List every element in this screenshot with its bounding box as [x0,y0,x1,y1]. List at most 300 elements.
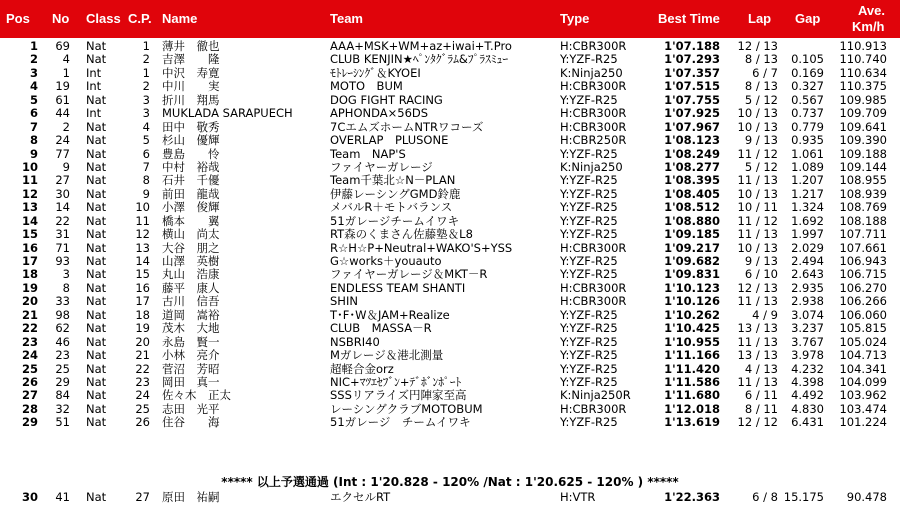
cell-lap: 11 / 13 [737,374,778,389]
cell-type: Y:YZF-R25 [560,227,618,242]
cell-type: Y:YZF-R25 [560,146,618,161]
cell-lap: 6 / 7 [752,65,778,80]
cell-name: 永島 賢一 [162,334,220,349]
cell-type: H:CBR300R [560,39,627,53]
cell-gap: 3.074 [791,307,824,322]
cell-gap: 1.324 [791,200,824,215]
cell-cp: 19 [135,321,150,336]
cell-lap: 9 / 13 [744,133,778,148]
cell-no: 9 [62,159,70,174]
cell-type: H:CBR300R [560,79,627,94]
header-no: No [52,11,70,26]
cell-type: K:Ninja250 [560,159,623,174]
cell-gap: 2.938 [791,294,824,309]
cell-lap: 10 / 13 [737,240,778,255]
cell-class: Nat [86,39,107,53]
cell-pos: 24 [21,348,38,363]
cell-name: 小林 亮介 [162,348,220,363]
cell-best: 1'11.680 [664,388,720,403]
cell-best: 1'09.682 [664,254,720,268]
cell-no: 44 [55,106,70,121]
cell-best: 1'07.967 [664,119,720,134]
cell-type: Y:YZF-R25 [560,213,618,228]
cell-class: Nat [86,240,107,255]
cell-team: Mガレージ＆港北測量 [330,348,444,363]
cell-cp: 1 [142,65,150,80]
cell-gap: 1.217 [791,186,824,201]
cell-type: Y:YZF-R25 [560,361,618,376]
cell-gap: 15.175 [783,490,824,504]
cell-team: 51ガレージチームイワキ [330,213,460,228]
cell-cp: 16 [135,280,150,295]
cell-team: OVERLAP PLUSONE [330,133,449,148]
cell-best: 1'11.166 [664,348,720,363]
cell-type: Y:YZF-R25 [560,267,618,282]
cell-gap: 0.327 [791,79,824,94]
table-row [0,174,900,187]
cell-type: K:Ninja250 [560,65,623,80]
cell-pos: 22 [21,321,38,336]
cell-cp: 1 [142,39,150,53]
cell-name: 折川 翔馬 [162,92,220,107]
cell-avg: 90.478 [846,490,887,504]
cell-name: 原田 祐嗣 [162,490,220,504]
cell-best: 1'09.185 [664,227,720,242]
cell-pos: 29 [21,415,38,430]
cell-pos: 14 [21,213,38,228]
cell-best: 1'08.123 [664,133,720,148]
cell-pos: 5 [29,92,38,107]
cell-gap: 2.029 [791,240,824,255]
cell-class: Nat [86,186,107,201]
cell-class: Nat [86,334,107,349]
cell-best: 1'08.249 [664,146,720,161]
cell-no: 29 [55,374,70,389]
cell-name: 藤平 康人 [162,280,220,295]
cell-team: RT森のくまさん佐藤塾＆L8 [330,227,473,242]
cell-best: 1'08.277 [664,159,720,174]
cell-gap: 1.089 [791,159,824,174]
cell-cp: 11 [135,213,150,228]
cell-lap: 5 / 12 [744,92,778,107]
cell-type: H:CBR300R [560,294,627,309]
cell-team: Team千葉北☆N－PLAN [330,173,456,188]
cell-class: Nat [86,159,107,174]
cell-name: 道岡 嵩裕 [162,307,220,322]
cell-lap: 12 / 13 [737,39,778,53]
cell-gap: 0.779 [791,119,824,134]
cell-pos: 23 [21,334,38,349]
cell-cp: 24 [135,388,150,403]
cell-avg: 104.099 [839,374,887,389]
header-name: Name [162,11,198,26]
cell-cp: 22 [135,361,150,376]
cell-no: 4 [62,52,70,67]
cell-pos: 30 [21,490,38,504]
cell-lap: 8 / 11 [744,401,778,416]
header-best-time: Best Time [658,11,720,26]
cell-lap: 12 / 13 [737,280,778,295]
table-row [0,268,900,281]
cell-best: 1'07.755 [664,92,720,107]
cell-lap: 6 / 10 [744,267,778,282]
cell-best: 1'10.126 [664,294,720,309]
cell-type: H:CBR300R [560,280,627,295]
cell-best: 1'10.262 [664,307,720,322]
cell-lap: 13 / 13 [737,321,778,336]
cell-pos: 12 [21,186,38,201]
cell-best: 1'11.420 [664,361,720,376]
table-row [0,242,900,255]
cell-team: DOG FIGHT RACING [330,92,443,107]
cell-team: MOTO BUM [330,79,403,94]
cell-cp: 3 [142,92,150,107]
qualifying-note: ***** 以上予選通過 (Int : 1'20.828 - 120% /Nat : 1'20.625 - 120% ) ***** [221,475,679,489]
cell-class: Nat [86,401,107,416]
cell-name: 大谷 朋之 [162,240,220,255]
cell-name: 山澤 英樹 [162,254,220,268]
cell-name: 中村 裕哉 [162,159,220,174]
cell-best: 1'08.880 [664,213,720,228]
cell-lap: 6 / 8 [752,490,778,504]
cell-best: 1'07.357 [664,65,720,80]
cell-pos: 1 [29,39,38,53]
cell-team: ファイヤーガレージ [330,159,433,174]
cell-no: 51 [55,415,70,430]
cell-no: 14 [55,200,70,215]
cell-no: 25 [55,361,70,376]
cell-type: H:CBR250R [560,133,627,148]
cell-no: 77 [55,146,70,161]
cell-name: 古川 信吾 [162,294,220,309]
cell-cp: 9 [142,186,150,201]
cell-pos: 27 [21,388,38,403]
table-row [0,80,900,93]
cell-lap: 11 / 13 [737,173,778,188]
cell-best: 1'07.188 [664,39,720,53]
cell-name: 住谷 海 [162,415,220,430]
cell-pos: 19 [21,280,38,295]
table-row [0,121,900,134]
cell-type: Y:YZF-R25 [560,348,618,363]
cell-avg: 110.740 [839,52,887,67]
cell-gap: 0.105 [791,52,824,67]
cell-gap: 1.207 [791,173,824,188]
cell-name: 田中 敬秀 [162,119,220,134]
cell-team: 7CエムズホームNTRワコーズ [330,119,484,134]
cell-avg: 101.224 [839,415,887,430]
cell-no: 93 [55,254,70,268]
cell-gap: 1.997 [791,227,824,242]
cell-no: 2 [62,119,70,134]
cell-name: 豊島 怜 [162,146,220,161]
table-row [0,322,900,335]
cell-avg: 109.641 [839,119,887,134]
cell-cp: 18 [135,307,150,322]
table-row [0,107,900,120]
cell-no: 46 [55,334,70,349]
cell-lap: 4 / 9 [752,307,778,322]
cell-cp: 27 [135,490,150,504]
cell-class: Nat [86,307,107,322]
cell-cp: 14 [135,254,150,268]
cell-best: 1'09.831 [664,267,720,282]
cell-best: 1'08.512 [664,200,720,215]
cell-no: 32 [55,401,70,416]
cell-no: 98 [55,307,70,322]
cell-class: Nat [86,146,107,161]
cell-avg: 105.815 [839,321,887,336]
header-lap: Lap [748,11,772,26]
cell-avg: 110.913 [839,39,887,53]
cell-team: 超軽合金orz [330,361,394,376]
table-row [0,148,900,161]
cell-name: 横山 尚太 [162,227,220,242]
cell-no: 62 [55,321,70,336]
cell-pos: 6 [29,106,38,121]
cell-name: 中川 実 [162,79,220,94]
cell-pos: 18 [21,267,38,282]
cell-pos: 2 [29,52,38,67]
cell-class: Nat [86,361,107,376]
cell-cp: 25 [135,401,150,416]
cell-lap: 10 / 13 [737,119,778,134]
cell-lap: 10 / 13 [737,186,778,201]
cell-team: ファイヤーガレージ＆MKT－R [330,267,488,282]
cell-best: 1'13.619 [664,415,720,430]
cell-class: Nat [86,280,107,295]
cell-cp: 26 [135,415,150,430]
cell-class: Nat [86,388,107,403]
cell-team: T･F･W＆JAM+Realize [330,307,450,322]
cell-gap: 1.692 [791,213,824,228]
cell-no: 31 [55,227,70,242]
cell-avg: 108.939 [839,186,887,201]
cell-best: 1'07.515 [664,79,720,94]
cell-best: 1'10.123 [664,280,720,295]
cell-no: 3 [62,267,70,282]
cell-no: 24 [55,133,70,148]
cell-no: 19 [55,79,70,94]
cell-pos: 26 [21,374,38,389]
cell-cp: 6 [142,146,150,161]
cell-team: NIC+ﾏﾂｴｾﾌﾞﾝ+ﾃﾞﾎﾞﾝﾎﾟｰﾄ [330,374,462,389]
cell-class: Int [86,79,102,94]
cell-lap: 11 / 12 [737,146,778,161]
cell-pos: 13 [21,200,38,215]
cell-team: ﾓﾄﾚｰｼﾝｸﾞ＆KYOEI [330,65,421,80]
table-row [0,416,900,429]
cell-gap: 4.398 [791,374,824,389]
cell-name: 橋本 翼 [162,213,220,228]
cell-type: H:CBR300R [560,106,627,121]
cell-name: MUKLADA SARAPUECH [162,106,293,121]
cell-lap: 4 / 13 [744,361,778,376]
cell-type: H:CBR300R [560,119,627,134]
cell-no: 84 [55,388,70,403]
table-row [0,67,900,80]
table-row [0,282,900,295]
cell-name: 薄井 徹也 [162,39,220,53]
cell-cp: 17 [135,294,150,309]
cell-no: 69 [55,39,70,53]
cell-best: 1'08.405 [664,186,720,201]
cell-lap: 11 / 13 [737,294,778,309]
cell-team: CLUB MASSA－R [330,321,432,336]
cell-type: Y:YZF-R25 [560,334,618,349]
cell-best: 1'10.955 [664,334,720,349]
cell-avg: 106.943 [839,254,887,268]
cell-name: 前田 龍哉 [162,186,220,201]
cell-best: 1'11.586 [664,374,720,389]
cell-gap: 2.935 [791,280,824,295]
cell-pos: 21 [21,307,38,322]
cell-pos: 17 [21,254,38,268]
header-pos: Pos [6,11,30,26]
cell-gap: 2.643 [791,267,824,282]
cell-cp: 13 [135,240,150,255]
cell-avg: 106.270 [839,280,887,295]
cell-team: R☆H☆P+Neutral+WAKO'S+YSS [330,240,513,255]
cell-no: 41 [55,490,70,504]
cell-class: Nat [86,348,107,363]
table-row [0,309,900,322]
table-row [0,215,900,228]
cell-no: 71 [55,240,70,255]
cell-cp: 2 [142,52,150,67]
cell-no: 30 [55,186,70,201]
table-row [0,228,900,241]
cell-pos: 8 [29,133,38,148]
cell-team: 伊藤レーシングGMD鈴鹿 [330,186,461,201]
cell-best: 1'12.018 [664,401,720,416]
cell-type: Y:YZF-R25 [560,307,618,322]
cell-lap: 8 / 13 [744,52,778,67]
cell-avg: 105.024 [839,334,887,349]
cell-class: Nat [86,200,107,215]
header-cp: C.P. [128,11,152,26]
cell-type: H:VTR [560,490,596,504]
cell-team: SSSリアライズ円陣家至高 [330,388,467,403]
table-row [0,161,900,174]
cell-lap: 6 / 11 [744,388,778,403]
cell-no: 8 [62,280,70,295]
cell-type: Y:YZF-R25 [560,415,618,430]
cell-type: Y:YZF-R25 [560,254,618,268]
table-row [0,94,900,107]
cell-cp: 2 [142,79,150,94]
cell-name: 杉山 優輝 [162,133,220,148]
cell-gap: 4.232 [791,361,824,376]
cell-name: 志田 光平 [162,401,220,416]
cell-no: 61 [55,92,70,107]
cell-team: NSBRⅠ40 [330,334,380,349]
cell-name: 菅沼 芳昭 [162,361,220,376]
cell-class: Int [86,65,102,80]
cell-avg: 103.474 [839,401,887,416]
cell-avg: 107.711 [839,227,887,242]
cell-pos: 28 [21,401,38,416]
cell-avg: 109.188 [839,146,887,161]
cell-avg: 104.713 [839,348,887,363]
header-average: Ave. [858,3,885,18]
cell-avg: 109.985 [839,92,887,107]
cell-type: H:CBR300R [560,401,627,416]
cell-name: 小澤 俊輝 [162,200,220,215]
cell-class: Int [86,106,102,121]
non-qualified-table [0,491,900,504]
cell-pos: 9 [29,146,38,161]
cell-cp: 15 [135,267,150,282]
cell-best: 1'07.293 [664,52,720,67]
cell-team: G☆works＋youauto [330,254,442,268]
cell-lap: 13 / 13 [737,348,778,363]
cell-name: 岡田 真一 [162,374,220,389]
cell-class: Nat [86,227,107,242]
cell-avg: 108.188 [839,213,887,228]
header-team: Team [330,11,363,26]
cell-name: 丸山 浩康 [162,267,220,282]
header-class: Class [86,11,121,26]
table-row [0,491,900,504]
cell-team: CLUB KENJIN★ﾍﾟﾝﾀｸﾞﾗﾑ&ﾌﾟﾗｽﾐｭｰ [330,52,509,67]
cell-best: 1'07.925 [664,106,720,121]
cell-lap: 12 / 12 [737,415,778,430]
cell-cp: 20 [135,334,150,349]
cell-pos: 15 [21,227,38,242]
cell-gap: 4.492 [791,388,824,403]
header-type: Type [560,11,590,26]
table-row [0,349,900,362]
table-row [0,403,900,416]
table-row [0,363,900,376]
cell-lap: 9 / 13 [744,254,778,268]
cell-avg: 109.390 [839,133,887,148]
cell-avg: 104.341 [839,361,887,376]
cell-pos: 25 [21,361,38,376]
cell-team: AAA+MSK+WM+az+iwai+T.Pro [330,39,512,53]
cell-team: ENDLESS TEAM SHANTI [330,280,466,295]
cell-cp: 8 [142,173,150,188]
cell-name: 吉澤 隆 [162,52,220,67]
cell-avg: 110.634 [839,65,887,80]
cell-type: Y:YZF-R25 [560,321,618,336]
cell-class: Nat [86,267,107,282]
cell-cp: 7 [142,159,150,174]
table-row [0,255,900,268]
table-row [0,336,900,349]
cell-class: Nat [86,119,107,134]
cell-no: 23 [55,348,70,363]
cell-gap: 6.431 [791,415,824,430]
cell-team: Team NAP'S [330,146,406,161]
cell-no: 33 [55,294,70,309]
cell-avg: 110.375 [839,79,887,94]
cell-avg: 106.715 [839,267,887,282]
cell-name: 中沢 寿寛 [162,65,220,80]
cell-team: メバルR＋モトバランス [330,200,453,215]
cell-team: 51ガレージ チームイワキ [330,415,471,430]
cell-class: Nat [86,92,107,107]
cell-class: Nat [86,173,107,188]
cell-best: 1'10.425 [664,321,720,336]
cell-type: Y:YZF-R25 [560,92,618,107]
cell-best: 1'08.395 [664,173,720,188]
cell-avg: 107.661 [839,240,887,255]
cell-gap: 0.737 [791,106,824,121]
cell-avg: 108.955 [839,173,887,188]
cell-lap: 10 / 11 [737,200,778,215]
